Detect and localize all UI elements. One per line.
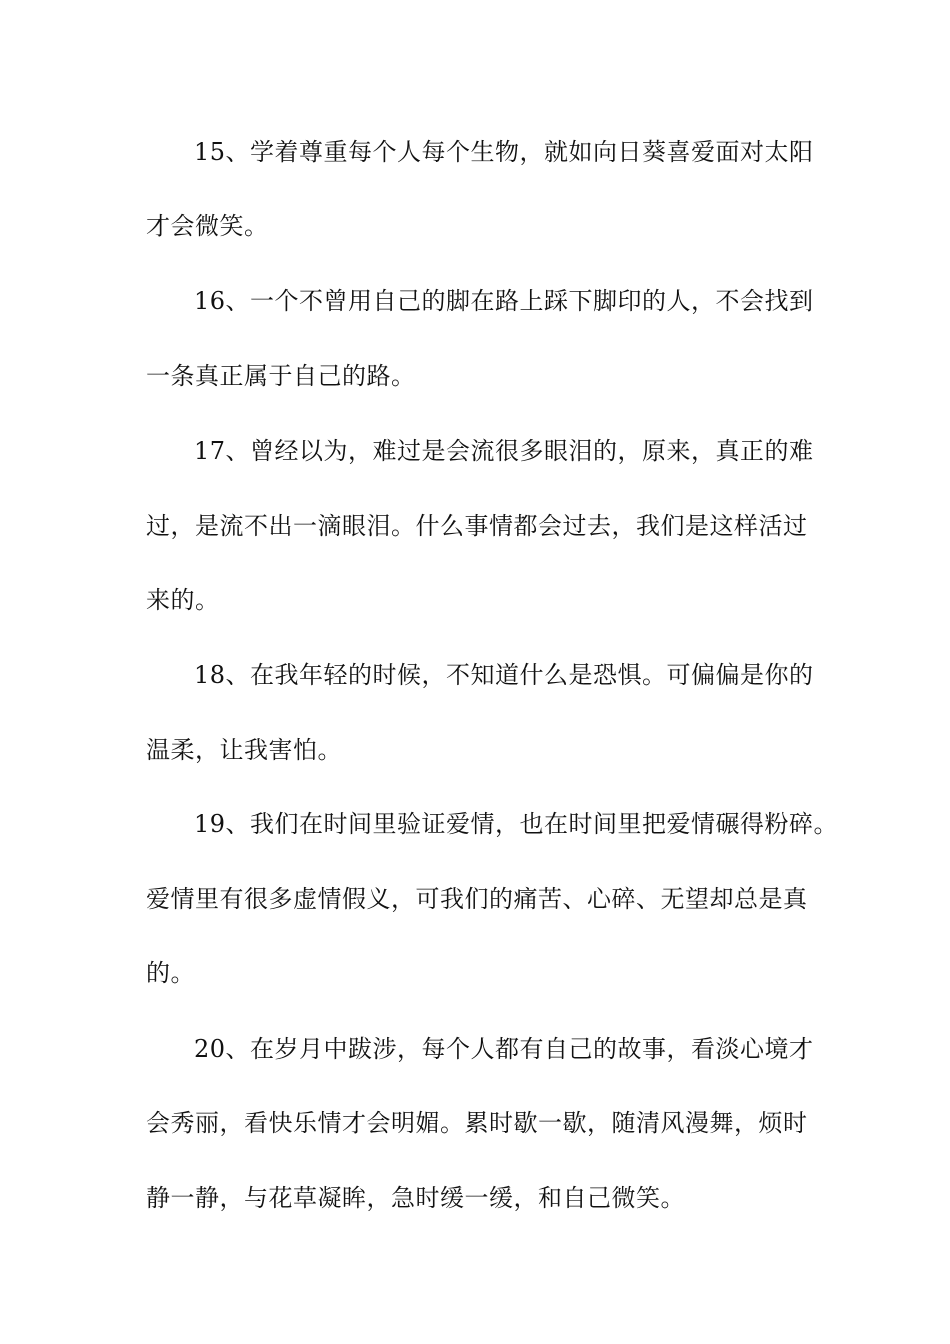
paragraph-19-line-3: 的。 (146, 959, 195, 987)
paragraph-17-line-1: 17、曾经以为，难过是会流很多眼泪的，原来，真正的难 (194, 437, 814, 465)
paragraph-18-line-1: 18、在我年轻的时候，不知道什么是恐惧。可偏偏是你的 (194, 661, 814, 689)
paragraph-16-line-1: 16、一个不曾用自己的脚在路上踩下脚印的人，不会找到 (194, 287, 814, 315)
paragraph-20-line-2: 会秀丽，看快乐情才会明媚。累时歇一歇，随清风漫舞，烦时 (146, 1109, 808, 1137)
paragraph-20-line-1: 20、在岁月中跋涉，每个人都有自己的故事，看淡心境才 (194, 1035, 814, 1063)
paragraph-19-line-2: 爱情里有很多虚情假义，可我们的痛苦、心碎、无望却总是真 (146, 885, 808, 913)
paragraph-16-line-2: 一条真正属于自己的路。 (146, 362, 416, 390)
paragraph-19-line-1: 19、我们在时间里验证爱情，也在时间里把爱情碾得粉碎。 (194, 810, 839, 838)
paragraph-20-line-3: 静一静，与花草凝眸，急时缓一缓，和自己微笑。 (146, 1184, 685, 1212)
paragraph-15-line-2: 才会微笑。 (146, 212, 269, 240)
paragraph-17-line-3: 来的。 (146, 586, 220, 614)
paragraph-17-line-2: 过，是流不出一滴眼泪。什么事情都会过去，我们是这样活过 (146, 512, 808, 540)
paragraph-15-line-1: 15、学着尊重每个人每个生物，就如向日葵喜爱面对太阳 (194, 138, 814, 166)
paragraph-18-line-2: 温柔，让我害怕。 (146, 736, 342, 764)
